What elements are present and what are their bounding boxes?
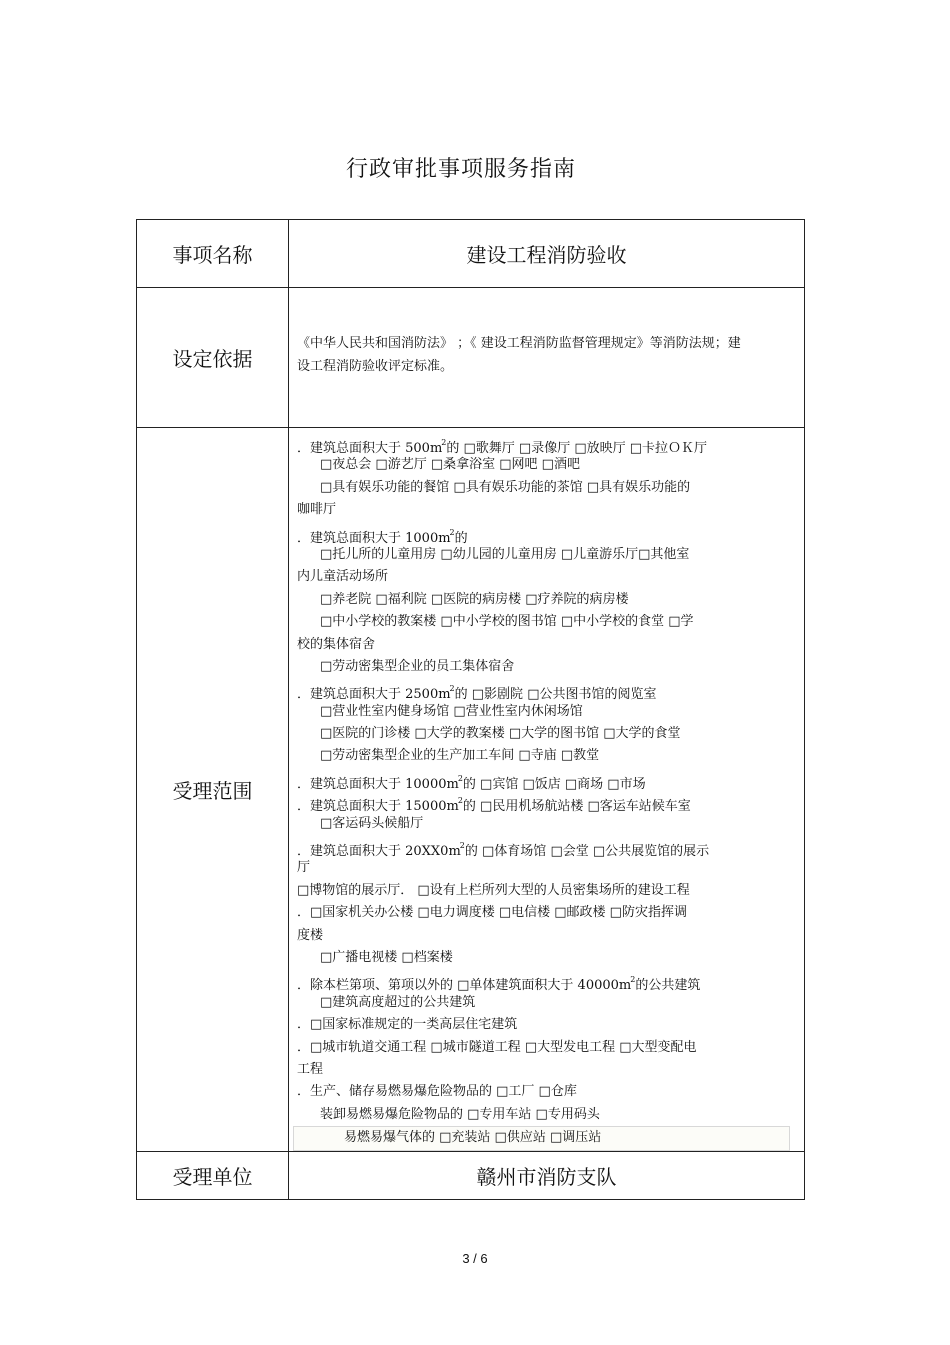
accepting-unit-value: 赣州市消防支队 (289, 1151, 805, 1199)
acceptance-scope-cell (289, 428, 805, 1152)
scope-line-text: ．□国家机关办公楼 □电力调度楼 □电信楼 □邮政楼 □防灾指挥调 (297, 905, 687, 921)
scope-line (297, 611, 796, 633)
scope-line-text: □劳动密集型企业的生产加工车间 □寺庙 □教堂 (320, 748, 600, 764)
scope-line (297, 857, 796, 879)
square-meter-superscript: 2 (459, 841, 465, 851)
row-acceptance-scope (137, 428, 805, 1152)
scope-line (297, 544, 796, 566)
scope-line-text: ．□国家标准规定的一类高层住宅建筑 (297, 1017, 518, 1033)
scope-line-options: 的公共建筑 (635, 978, 701, 994)
scope-line (297, 499, 796, 521)
legal-basis-line: 设工程消防验收评定标准。 (297, 358, 454, 374)
scope-line (297, 1104, 796, 1126)
scope-line-text: ．建筑总面积大于 10000m (297, 776, 459, 792)
scope-line-text: □中小学校的教案楼 □中小学校的图书馆 □中小学校的食堂 □学 (320, 614, 694, 630)
service-guide-table (136, 219, 805, 1200)
page-number: 3 / 6 (462, 1251, 488, 1266)
scope-line-text: ．□城市轨道交通工程 □城市隧道工程 □大型发电工程 □大型变配电 (297, 1039, 697, 1055)
scope-line-text: □养老院 □福利院 □医院的病房楼 □疗养院的病房楼 (320, 591, 629, 607)
scope-line (297, 880, 796, 902)
scope-line-text: □建筑高度超过的公共建筑 (320, 994, 476, 1010)
scope-line (297, 1037, 796, 1059)
scope-line (297, 969, 796, 994)
scope-line-text: □托儿所的儿童用房 □幼儿园的儿童用房 □儿童游乐厅□其他室 (320, 546, 690, 562)
scope-line-text: ．建筑总面积大于 15000m (297, 799, 459, 815)
scope-line-text: 度楼 (297, 927, 324, 943)
scope-line-text: ．建筑总面积大于 2500m (297, 687, 451, 703)
scope-line (297, 947, 796, 969)
scope-line (297, 701, 796, 723)
scope-line-text: 装卸易燃易爆危险物品的 □专用车站 □专用码头 (320, 1106, 600, 1122)
scope-line-options: 的 □影剧院 □公共图书馆的阅览室 (454, 687, 657, 703)
scope-line-text: ．建筑总面积大于 1000m (297, 530, 451, 546)
scope-line (297, 634, 796, 656)
row-legal-basis (137, 288, 805, 428)
scope-line (297, 656, 796, 678)
scope-line (297, 813, 796, 835)
scope-line-options: 的 (454, 530, 468, 546)
item-name-label: 事项名称 (137, 220, 289, 288)
legal-basis-cell (289, 288, 805, 428)
scope-line (297, 432, 796, 454)
scope-line-text: □广播电视楼 □档案楼 (320, 949, 453, 965)
scope-line-text: 易燃易爆气体的 □充装站 □供应站 □调压站 (344, 1130, 602, 1146)
scope-line (297, 678, 796, 703)
legal-basis-text (289, 332, 804, 378)
scope-line-options: 的 □歌舞厅 □录像厅 □放映厅 □卡拉ＯＫ厅 (446, 441, 708, 456)
scope-line-text: □夜总会 □游艺厅 □桑拿浴室 □网吧 □酒吧 (320, 457, 580, 473)
row-accepting-unit (137, 1151, 805, 1199)
scope-line (297, 902, 796, 924)
scope-line (297, 477, 796, 499)
square-meter-superscript: 2 (457, 773, 463, 783)
square-meter-superscript: 2 (457, 796, 463, 806)
scope-line-text: ．生产、储存易燃易爆危险物品的 □工厂 □仓库 (297, 1084, 577, 1100)
document-title: 行政审批事项服务指南 (345, 157, 576, 182)
scope-line-options: 的 □民用机场航站楼 □客运车站候车室 (462, 799, 691, 815)
scope-line (297, 745, 796, 767)
scope-line (297, 835, 796, 860)
scope-line-text: □劳动密集型企业的员工集体宿舍 (320, 658, 515, 674)
scope-line-text: □具有娱乐功能的餐馆 □具有娱乐功能的茶馆 □具有娱乐功能的 (320, 479, 691, 495)
scope-line-text: ．建筑总面积大于 20XX0m (297, 844, 461, 860)
row-item-name (137, 220, 805, 288)
scope-line-text: 工程 (297, 1061, 324, 1077)
acceptance-scope-list (289, 428, 804, 1151)
scope-line-options: 的 □宾馆 □饭店 □商场 □市场 (462, 776, 646, 792)
scope-line (297, 790, 796, 815)
scope-line (297, 1014, 796, 1036)
scope-line-text: 校的集体宿舍 (297, 636, 376, 652)
scope-line-text: ．除本栏第项、第项以外的 □单体建筑面积大于 40000m (297, 978, 632, 994)
scope-line (297, 992, 796, 1014)
square-meter-superscript: 2 (441, 438, 447, 447)
square-meter-superscript: 2 (630, 975, 636, 985)
accepting-unit-label: 受理单位 (137, 1151, 289, 1199)
scope-line-options: 的 □体育场馆 □会堂 □公共展览馆的展示 (464, 844, 710, 860)
acceptance-scope-label: 受理范围 (137, 428, 289, 1152)
scope-line-text: 内儿童活动场所 (297, 569, 389, 585)
scope-line-text: 厅 (297, 860, 311, 876)
scope-line-text: □医院的门诊楼 □大学的教案楼 □大学的图书馆 □大学的食堂 (320, 726, 681, 742)
scope-line-text: ．建筑总面积大于 500m (297, 441, 443, 456)
legal-basis-label: 设定依据 (137, 288, 289, 428)
scope-line-text: 咖啡厅 (297, 502, 337, 518)
legal-basis-line: 《中华人民共和国消防法》 ；《 建设工程消防监督管理规定》等消防法规；建 (297, 335, 741, 351)
square-meter-superscript: 2 (449, 527, 455, 537)
scope-line (297, 925, 796, 947)
scope-line (297, 522, 796, 544)
scope-line (297, 566, 796, 588)
scope-line (297, 768, 796, 790)
scope-line-text: □客运码头候船厅 (320, 815, 424, 831)
item-name-value: 建设工程消防验收 (289, 220, 805, 288)
scope-line-text: □博物馆的展示厅． □设有上栏所列大型的人员密集场所的建设工程 (297, 882, 690, 898)
scope-line (297, 589, 796, 611)
scope-line (297, 1059, 796, 1081)
scope-line (297, 1081, 796, 1103)
scope-line (297, 454, 796, 476)
square-meter-superscript: 2 (449, 684, 455, 694)
scope-line (297, 723, 796, 745)
scope-line-text: □营业性室内健身场馆 □营业性室内休闲场馆 (320, 703, 583, 719)
scope-line (293, 1126, 790, 1150)
